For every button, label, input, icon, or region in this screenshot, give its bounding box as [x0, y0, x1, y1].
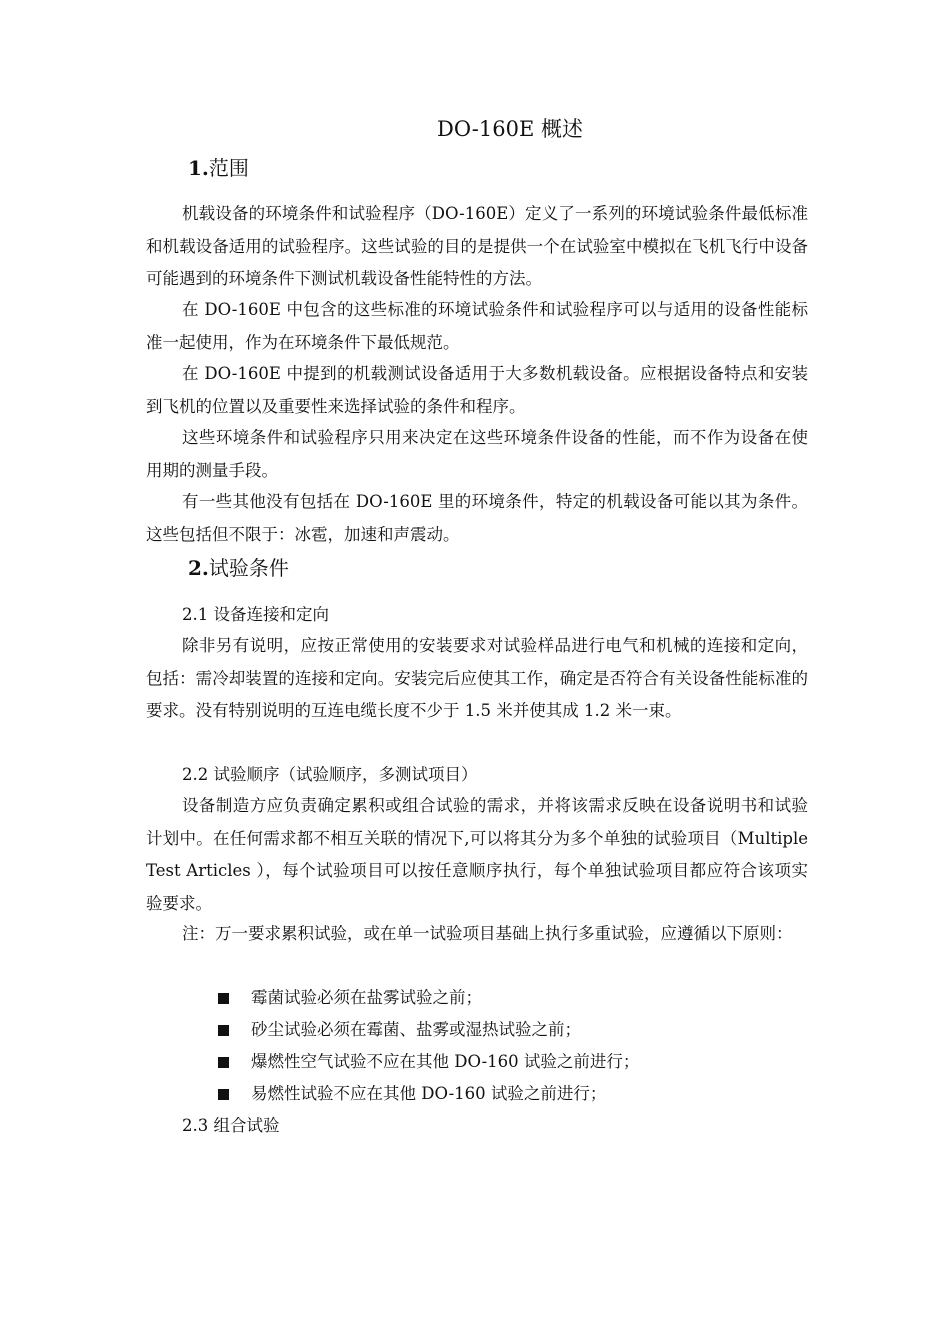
list-item-text: 砂尘试验必须在霉菌、盐雾或湿热试验之前； [251, 1020, 581, 1039]
subsection-2-1-heading: 2.1 设备连接和定向 [182, 605, 329, 624]
section-1-title: 范围 [208, 156, 249, 180]
list-item-text: 爆燃性空气试验不应在其他 DO-160 试验之前进行； [251, 1052, 640, 1071]
list-item-text: 霉菌试验必须在盐雾试验之前； [251, 988, 482, 1007]
subsection-2-3-heading: 2.3 组合试验 [182, 1116, 280, 1135]
document-title: DO-160E 概述 [436, 117, 583, 141]
section-2-number: 2. [188, 556, 209, 580]
list-item-text: 易燃性试验不应在其他 DO-160 试验之前进行； [251, 1084, 607, 1103]
square-bullet-icon [218, 993, 229, 1004]
list-item [218, 1015, 581, 1045]
list-item [218, 983, 482, 1013]
list-item [218, 1079, 606, 1109]
section-2-heading [188, 553, 289, 583]
section-2-title: 试验条件 [208, 556, 289, 580]
square-bullet-icon [218, 1025, 229, 1036]
list-item [218, 1047, 639, 1077]
section-1-number: 1. [188, 156, 209, 180]
section-1-heading [188, 153, 249, 183]
section-1-paragraph-4: 这些环境条件和试验程序只用来决定在这些环境条件设备的性能，而不作为设备在使用期的测量手段。 [146, 428, 808, 480]
section-1-paragraph-5: 有一些其他没有包括在 DO-160E 里的环境条件，特定的机载设备可能以其为条件。这些包括但不限于：冰雹，加速和声震动。 [146, 492, 808, 544]
section-1-paragraph-2: 在 DO-160E 中包含的这些标准的环境试验条件和试验程序可以与适用的设备性能标准一起使用，作为在环境条件下最低规范。 [146, 300, 808, 352]
subsection-2-2-paragraph: 设备制造方应负责确定累积或组合试验的需求，并将该需求反映在设备说明书和试验计划中。在任何需求都不相互关联的情况下,可以将其分为多个单独的试验项目（Multiple Test Articles ），每个试验项目可以按任意顺序执行，每个单独试验项目都应符合该项实验要求。 [146, 796, 808, 913]
section-1-paragraph-1: 机载设备的环境条件和试验程序（DO-160E）定义了一系列的环境试验条件最低标准和机载设备适用的试验程序。这些试验的目的是提供一个在试验室中模拟在飞机飞行中设备可能遇到的环境条件下测试机载设备性能特性的方法。 [146, 204, 808, 288]
subsection-2-2-note: 注：万一要求累积试验，或在单一试验项目基础上执行多重试验，应遵循以下原则： [182, 924, 793, 943]
square-bullet-icon [218, 1057, 229, 1068]
section-1-paragraph-3: 在 DO-160E 中提到的机载测试设备适用于大多数机载设备。应根据设备特点和安装到飞机的位置以及重要性来选择试验的条件和程序。 [146, 364, 808, 416]
square-bullet-icon [218, 1089, 229, 1100]
subsection-2-2-heading: 2.2 试验顺序（试验顺序，多测试项目） [182, 765, 478, 784]
subsection-2-1-paragraph: 除非另有说明，应按正常使用的安装要求对试验样品进行电气和机械的连接和定向，包括：需冷却装置的连接和定向。安装完后应使其工作，确定是否符合有关设备性能标准的要求。没有特别说明的互连电缆长度不少于 1.5 米并使其成 1.2 米一束。 [146, 636, 808, 720]
